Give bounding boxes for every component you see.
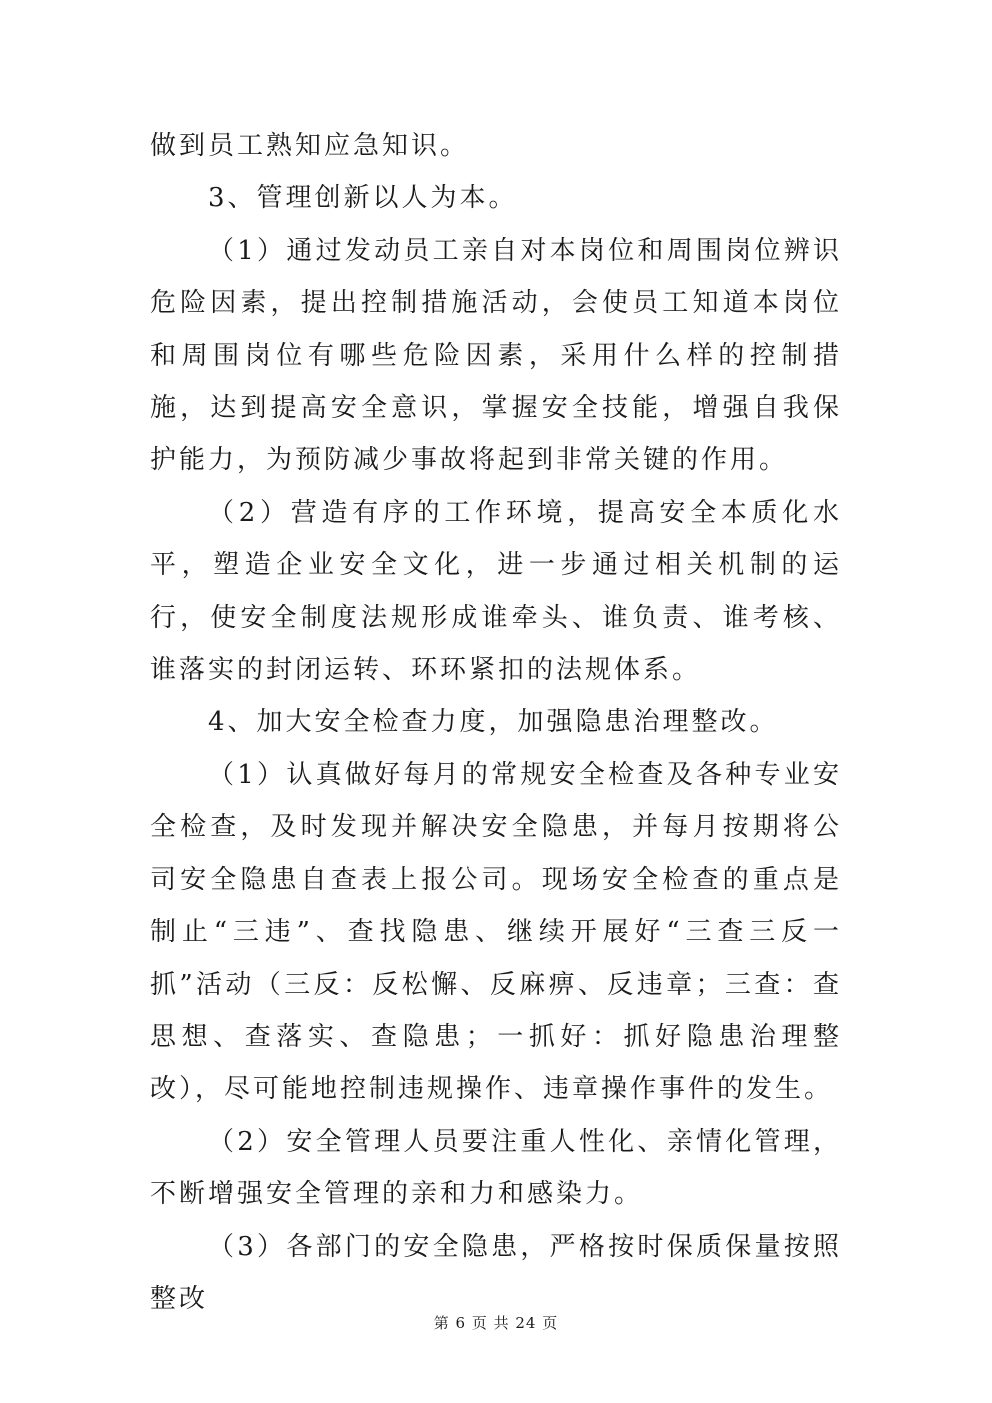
heading-3-management-innovation: 3、管理创新以人为本。 — [208, 183, 518, 214]
document-body — [150, 120, 842, 1325]
paragraph-4-2: （2）安全管理人员要注重人性化、亲情化管理，不断增强安全管理的亲和力和感染力。 — [150, 1126, 842, 1210]
paragraph-4-1: （1）认真做好每月的常规安全检查及各种专业安全检查，及时发现并解决安全隐患，并每月按期将公司安全隐患自查表上报公司。现场安全检查的重点是制止“三违”、查找隐患、继续开展好“三查三反一抓”活动（三反：反松懈、反麻痹、反违章；三查：查思想、查落实、查隐患；一抓好：抓好隐患治理整改），尽可能地控制违规操作、违章操作事件的发生。 — [150, 759, 842, 1105]
paragraph-4-3: （3）各部门的安全隐患，严格按时保质保量按照整改 — [150, 1231, 842, 1314]
page-number: 第 6 页 共 24 页 — [433, 1314, 559, 1332]
paragraph-3-1: （1）通过发动员工亲自对本岗位和周围岗位辨识危险因素，提出控制措施活动，会使员工知道本岗位和周围岗位有哪些危险因素，采用什么样的控制措施，达到提高安全意识，掌握安全技能，增强自我保护能力，为预防减少事故将起到非常关键的作用。 — [150, 235, 842, 476]
paragraph-3-2: （2）营造有序的工作环境，提高安全本质化水平，塑造企业安全文化，进一步通过相关机制的运行，使安全制度法规形成谁牵头、谁负责、谁考核、谁落实的封闭运转、环环紧扣的法规体系。 — [150, 497, 842, 686]
page-footer — [0, 1312, 992, 1333]
paragraph-1: 做到员工熟知应急知识。 — [150, 131, 470, 161]
heading-4-safety-inspection: 4、加大安全检查力度，加强隐患治理整改。 — [208, 707, 779, 738]
